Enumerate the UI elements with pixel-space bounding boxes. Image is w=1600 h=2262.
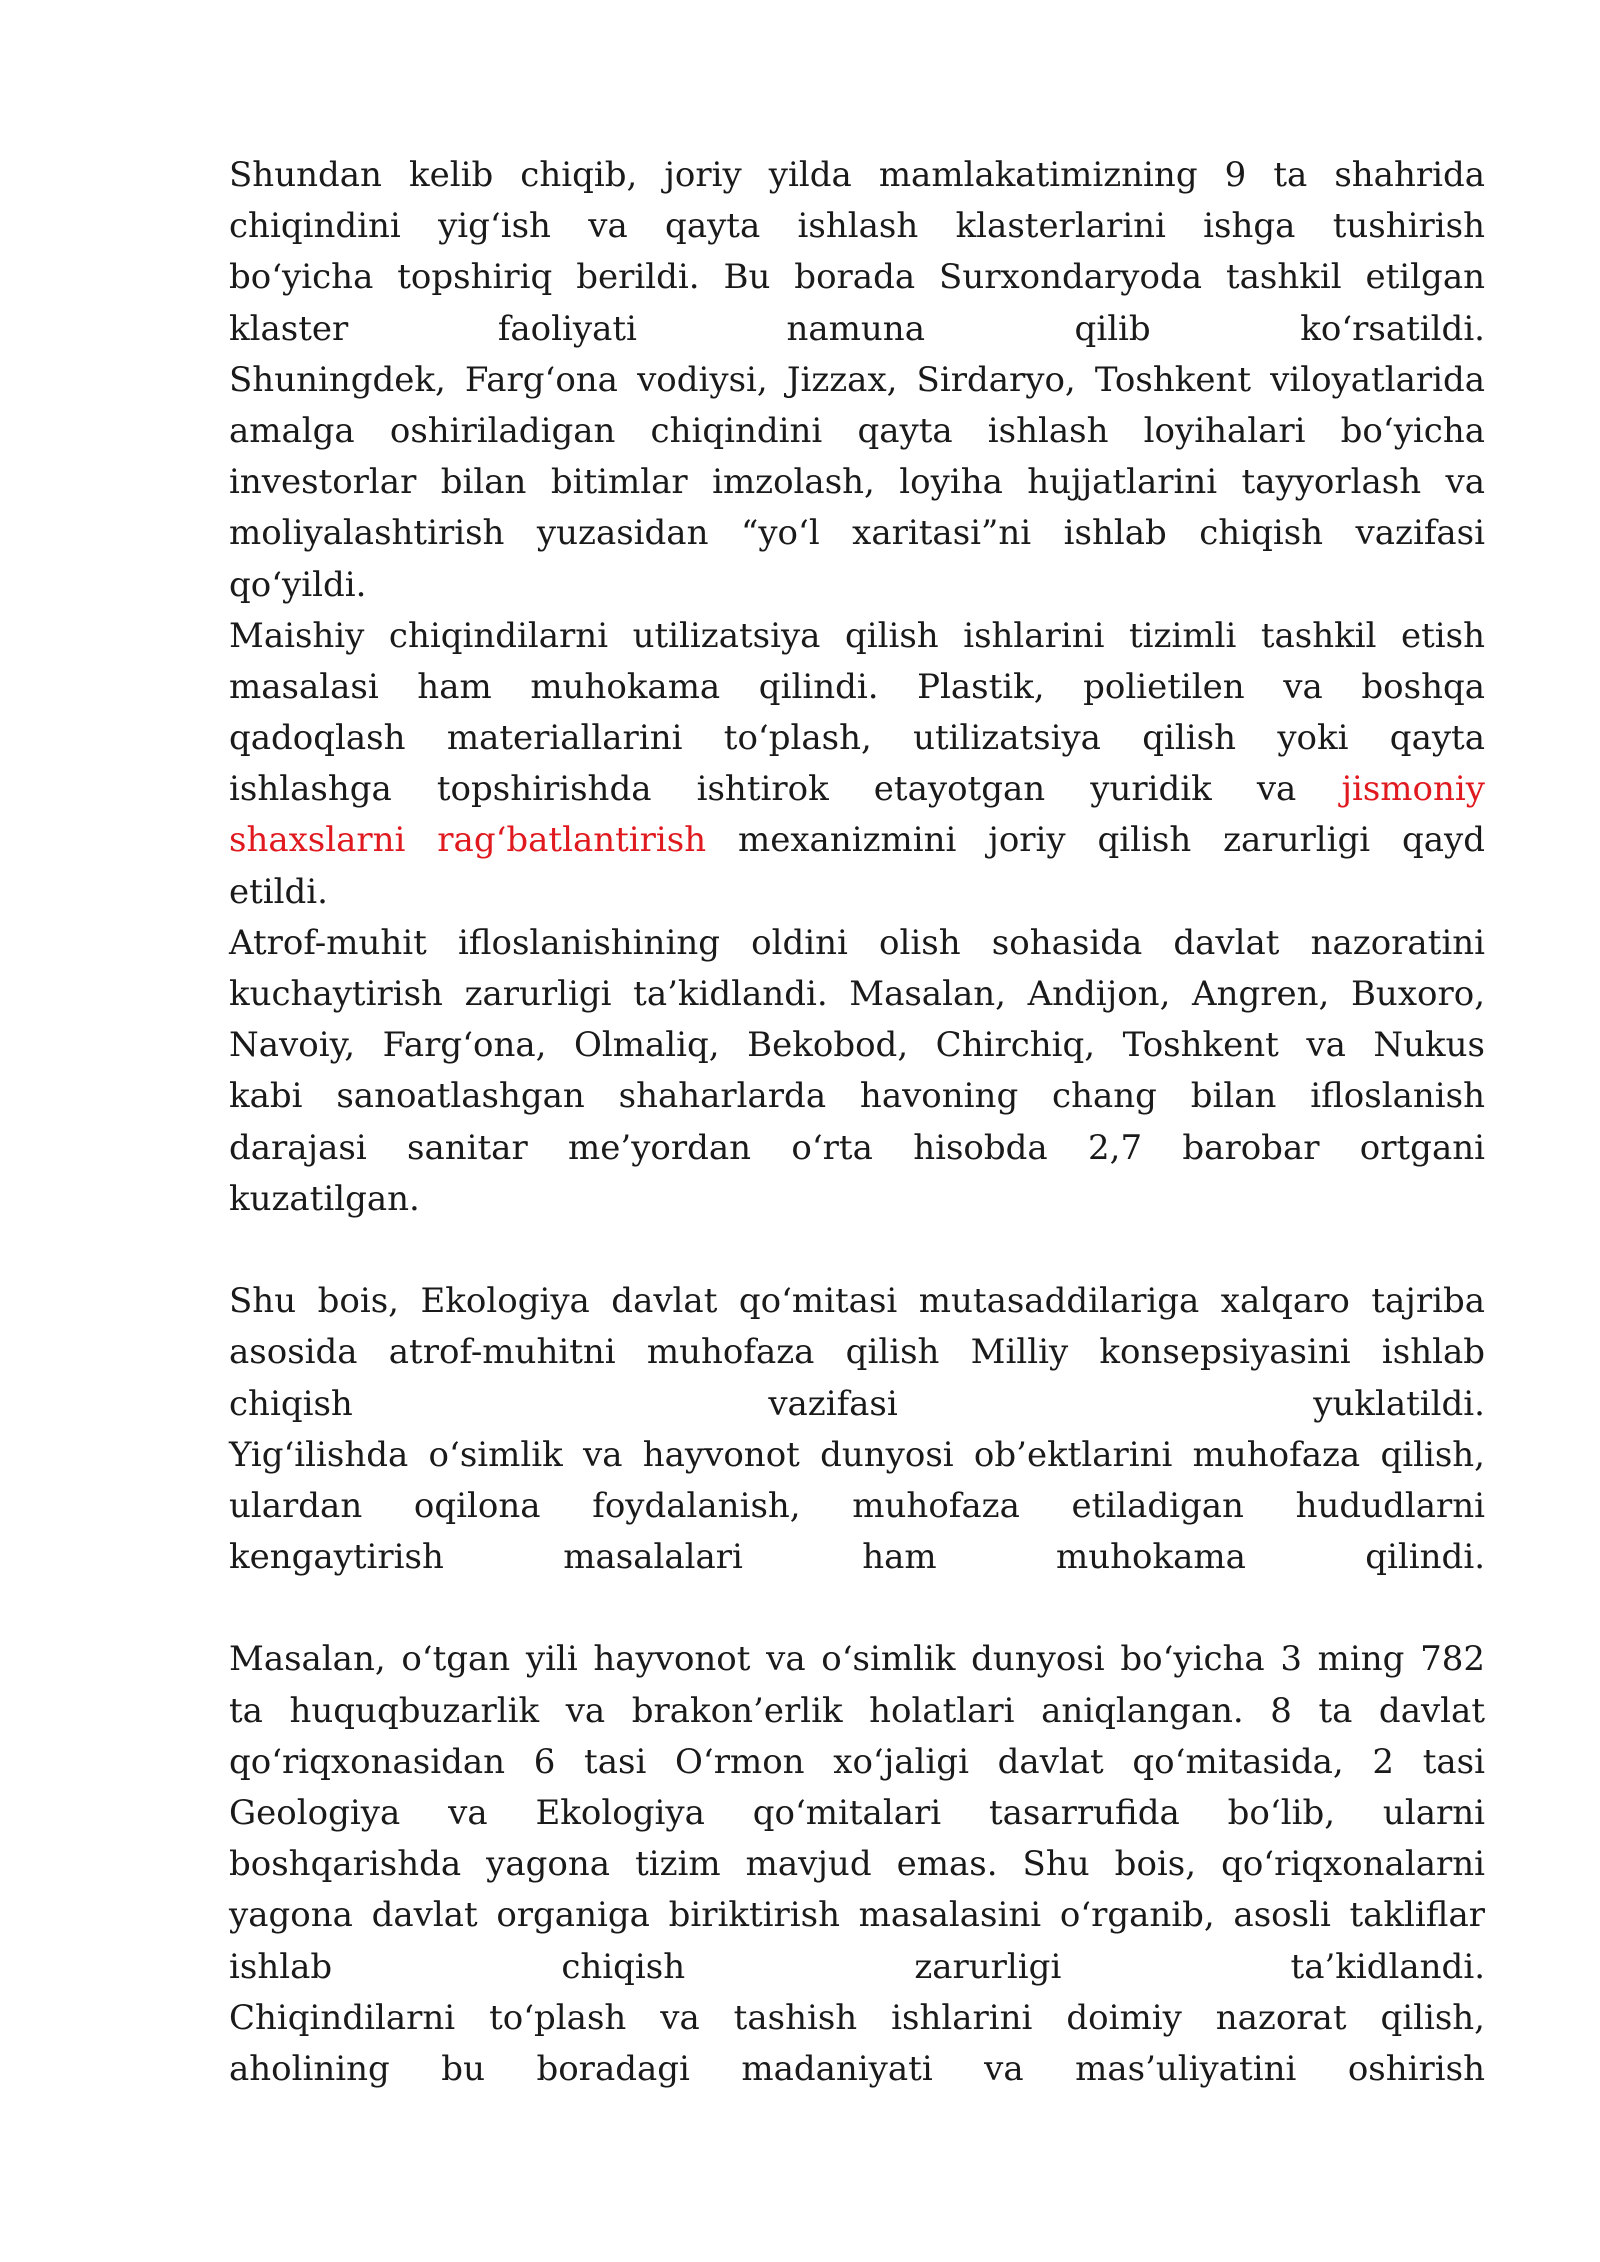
body-text xyxy=(229,150,1485,2095)
text-line: Chiqindilarni to‘plash va tashish ishlarini doimiy nazorat qilish, xyxy=(229,1997,1485,2038)
text-line: investorlar bilan bitimlar imzolash, loyiha hujjatlarini tayyorlash va xyxy=(229,462,1485,503)
text-line: qo‘riqxonasidan 6 tasi O‘rmon xo‘jaligi davlat qo‘mitasida, 2 tasi xyxy=(229,1741,1485,1782)
paragraph-3 xyxy=(229,918,1485,1225)
text-line-highlighted xyxy=(229,815,1485,866)
text-line: Navoiy, Farg‘ona, Olmaliq, Bekobod, Chirchiq, Toshkent va Nukus xyxy=(229,1025,1485,1066)
paragraph-4 xyxy=(229,1276,1485,1583)
text-line: masalasi ham muhokama qilindi. Plastik, polietilen va boshqa xyxy=(229,666,1485,707)
paragraph-5 xyxy=(229,1634,1485,2095)
paragraph-1 xyxy=(229,150,1485,611)
paragraph-spacer xyxy=(229,1583,1485,1634)
text-line: Maishiy chiqindilarni utilizatsiya qilish ishlarini tizimli tashkil etish xyxy=(229,615,1485,656)
text-line: etildi. xyxy=(229,871,328,912)
text-line: kuchaytirish zarurligi ta’kidlandi. Masalan, Andijon, Angren, Buxoro, xyxy=(229,974,1485,1014)
text-line: Atrof-muhit ifloslanishining oldini olish sohasida davlat nazoratini xyxy=(229,922,1485,963)
text-line: moliyalashtirish yuzasidan “yo‘l xaritasi”ni ishlab chiqish vazifasi xyxy=(229,513,1485,554)
paragraph-2 xyxy=(229,611,1485,918)
text-line: chiqindini yig‘ish va qayta ishlash klasterlarini ishga tushirish xyxy=(229,206,1485,247)
highlighted-text: jismoniy xyxy=(1341,769,1485,810)
text-line: Yig‘ilishda o‘simlik va hayvonot dunyosi ob’ektlarini muhofaza qilish, xyxy=(229,1434,1485,1475)
text-line: darajasi sanitar me’yordan o‘rta hisobda 2,7 barobar ortgani xyxy=(229,1127,1485,1168)
text-line: qo‘yildi. xyxy=(229,564,367,605)
text-line: boshqarishda yagona tizim mavjud emas. Shu bois, qo‘riqxonalarni xyxy=(229,1844,1485,1885)
text-line: kabi sanoatlashgan shaharlarda havoning chang bilan ifloslanish xyxy=(229,1076,1485,1117)
text-line: ta huquqbuzarlik va brakon’erlik holatlari aniqlangan. 8 ta davlat xyxy=(229,1690,1485,1731)
text-line: yagona davlat organiga biriktirish masalasini o‘rganib, asosli takliflar xyxy=(229,1895,1485,1936)
text-line: asosida atrof-muhitni muhofaza qilish Milliy konsepsiyasini ishlab xyxy=(229,1332,1485,1373)
paragraph-spacer xyxy=(229,1225,1485,1276)
text-line: Masalan, o‘tgan yili hayvonot va o‘simlik dunyosi bo‘yicha 3 ming 782 xyxy=(229,1639,1485,1680)
text-line: Geologiya va Ekologiya qo‘mitalari tasarrufida bo‘lib, ularni xyxy=(229,1793,1485,1833)
text-line-highlighted xyxy=(229,764,1485,815)
text-line: Shundan kelib chiqib, joriy yilda mamlakatimizning 9 ta shahrida xyxy=(229,155,1485,195)
text-line: chiqish vazifasi yuklatildi. xyxy=(229,1383,1485,1424)
text-run: ishlashga topshirishda ishtirok etayotgan yuridik va xyxy=(229,769,1342,810)
text-line: ulardan oqilona foydalanish, muhofaza etiladigan hududlarni xyxy=(229,1485,1485,1526)
text-line: Shu bois, Ekologiya davlat qo‘mitasi mutasaddilariga xalqaro tajriba xyxy=(229,1281,1485,1322)
text-line: bo‘yicha topshiriq berildi. Bu borada Surxondaryoda tashkil etilgan xyxy=(229,257,1485,298)
text-line: kengaytirish masalalari ham muhokama qilindi. xyxy=(229,1537,1485,1578)
text-line: amalga oshiriladigan chiqindini qayta ishlash loyihalari bo‘yicha xyxy=(229,410,1485,451)
text-run: mexanizmini joriy qilish zarurligi qayd xyxy=(706,820,1485,861)
text-line: kuzatilgan. xyxy=(229,1178,420,1219)
highlighted-text: shaxslarni rag‘batlantirish xyxy=(229,820,707,861)
text-line: qadoqlash materiallarini to‘plash, utilizatsiya qilish yoki qayta xyxy=(229,718,1485,759)
text-line: ishlab chiqish zarurligi ta’kidlandi. xyxy=(229,1946,1485,1987)
text-line: Shuningdek, Farg‘ona vodiysi, Jizzax, Sirdaryo, Toshkent viloyatlarida xyxy=(229,359,1485,400)
text-line: klaster faoliyati namuna qilib ko‘rsatildi. xyxy=(229,308,1485,349)
text-line: aholining bu boradagi madaniyati va mas’uliyatini oshirish xyxy=(229,2048,1485,2089)
